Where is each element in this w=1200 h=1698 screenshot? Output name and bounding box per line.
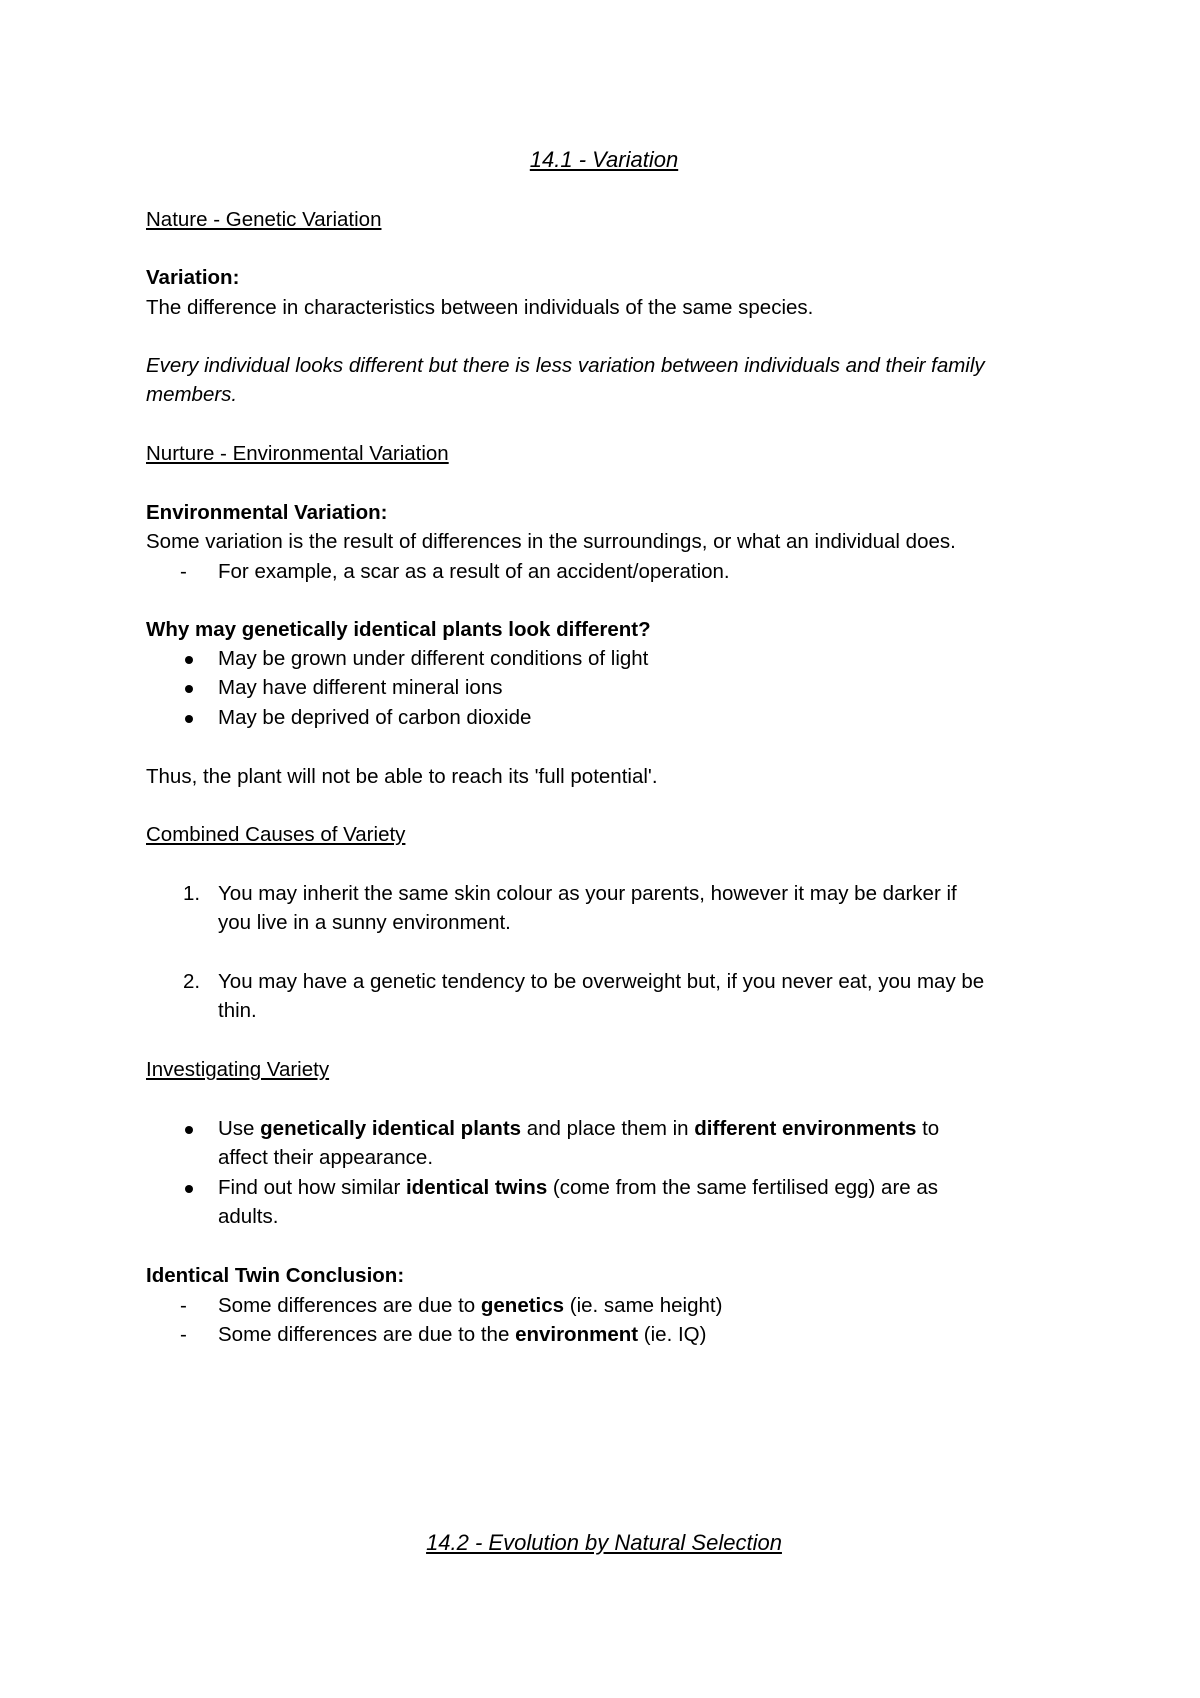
section-title-14-2: 14.2 - Evolution by Natural Selection [426, 1530, 782, 1555]
list-number: 2. [183, 970, 201, 993]
plants-reason-item: May be deprived of carbon dioxide [218, 706, 532, 729]
plants-question: Why may genetically identical plants look different? [146, 618, 651, 641]
investigate-item-2-line-1 [218, 1175, 938, 1201]
text-run: and place them in [521, 1117, 695, 1140]
environmental-variation-term: Environmental Variation: [146, 501, 388, 524]
text-run: to [916, 1117, 940, 1140]
text-run: (ie. same height) [564, 1294, 723, 1317]
text-run: Find out how similar [218, 1176, 406, 1199]
text-run: Some differences are due to [218, 1294, 481, 1317]
combined-causes-heading: Combined Causes of Variety [146, 823, 406, 846]
variation-term: Variation: [146, 266, 240, 289]
combined-item-2-line-2: thin. [218, 999, 257, 1022]
investigate-item-2-line-2: adults. [218, 1205, 279, 1228]
variation-definition: The difference in characteristics between individuals of the same species. [146, 296, 814, 319]
bullet-icon [185, 1185, 193, 1193]
bullet-icon [185, 1126, 193, 1134]
twin-conclusion-heading: Identical Twin Conclusion: [146, 1264, 405, 1287]
investigating-heading: Investigating Variety [146, 1058, 330, 1081]
investigate-item-1-line-1 [218, 1116, 939, 1142]
nature-heading: Nature - Genetic Variation [146, 208, 382, 231]
dash-marker: - [180, 1323, 187, 1346]
plants-reason-item: May have different mineral ions [218, 676, 503, 699]
bullet-icon [185, 715, 193, 723]
bold-term: genetically identical plants [260, 1117, 522, 1140]
text-run: Use [218, 1117, 261, 1140]
bold-term: different environments [694, 1117, 917, 1140]
variation-note-line-2: members. [146, 383, 238, 406]
nurture-heading: Nurture - Environmental Variation [146, 442, 449, 465]
section-title-14-1: 14.1 - Variation [529, 147, 679, 172]
bold-term: identical twins [405, 1176, 548, 1199]
twin-conclusion-item-2 [218, 1322, 706, 1348]
list-number: 1. [183, 882, 201, 905]
twin-conclusion-item-1 [218, 1293, 722, 1319]
dash-marker: - [180, 1294, 187, 1317]
bullet-icon [185, 685, 193, 693]
thus-line: Thus, the plant will not be able to reach its 'full potential'. [146, 765, 658, 788]
bullet-icon [185, 656, 193, 664]
variation-note-line-1: Every individual looks different but there is less variation between individuals and their family [146, 354, 985, 377]
combined-item-2-line-1: You may have a genetic tendency to be overweight but, if you never eat, you may be [218, 970, 985, 993]
environmental-variation-definition: Some variation is the result of differences in the surroundings, or what an individual does. [146, 530, 956, 553]
environmental-example: For example, a scar as a result of an accident/operation. [218, 560, 730, 583]
text-run: (ie. IQ) [638, 1323, 707, 1346]
bold-term: genetics [480, 1294, 565, 1317]
bold-term: environment [515, 1323, 639, 1346]
dash-marker: - [180, 560, 187, 583]
combined-item-1-line-1: You may inherit the same skin colour as your parents, however it may be darker if [218, 882, 957, 905]
text-run: Some differences are due to the [218, 1323, 516, 1346]
plants-reason-item: May be grown under different conditions of light [218, 647, 649, 670]
combined-item-1-line-2: you live in a sunny environment. [218, 911, 511, 934]
investigate-item-1-line-2: affect their appearance. [218, 1146, 434, 1169]
text-run: (come from the same fertilised egg) are as [547, 1176, 939, 1199]
